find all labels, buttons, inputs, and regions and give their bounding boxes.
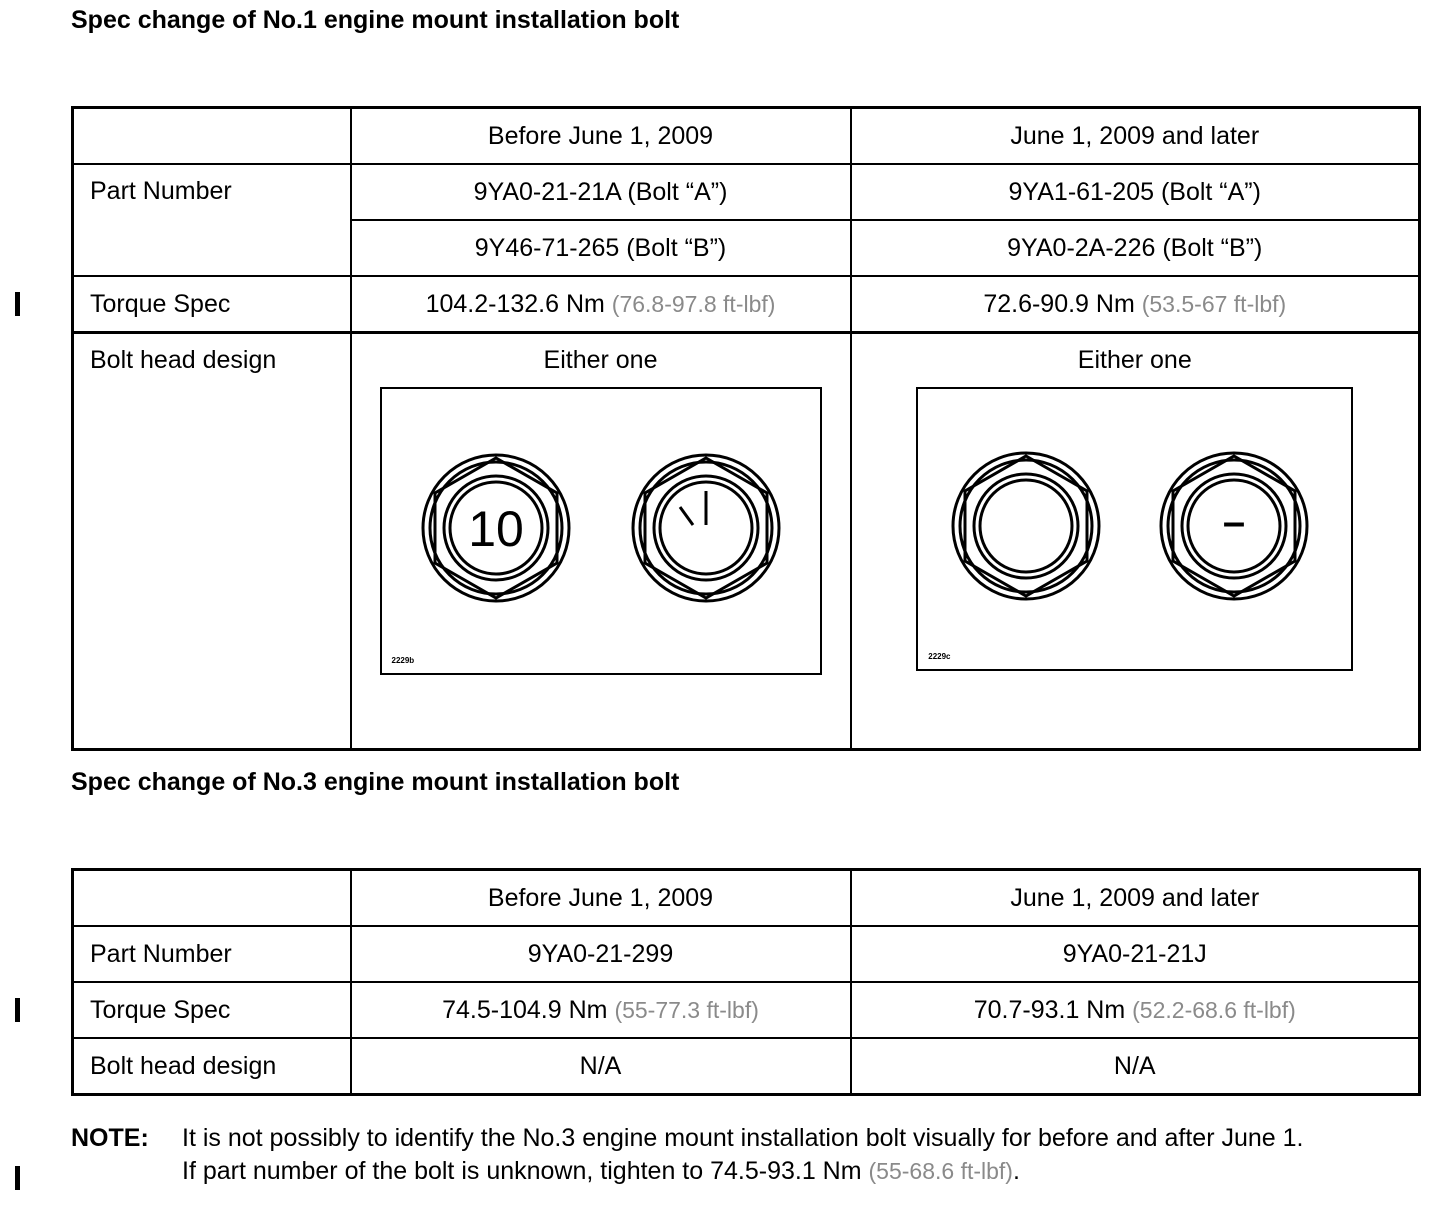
section2-heading: Spec change of No.3 engine mount installation bolt [71,768,680,796]
design-before [351,333,851,750]
table-row [73,926,1420,982]
bolt-head-mark-dash: – [1223,500,1246,544]
torque-after-nm: 72.6-90.9 Nm [983,289,1135,318]
torque-before-nm: 74.5-104.9 Nm [442,995,608,1024]
design-after: N/A [851,1038,1420,1095]
header-before: Before June 1, 2009 [351,108,851,165]
header-empty-cell [73,870,351,927]
part-after: 9YA0-21-21J [851,926,1420,982]
note-line-2-text: If part number of the bolt is unknown, tighten to 74.5-93.1 Nm [182,1157,862,1185]
revision-change-bar [15,292,20,316]
note-line-1: It is not possibly to identify the No.3 engine mount installation bolt visually for before and after June 1. [182,1124,1304,1152]
bolt-mark-line [680,507,693,525]
torque-after [851,982,1420,1038]
torque-before [351,982,851,1038]
figure-code: 2229c [928,652,951,661]
design-after [851,333,1420,750]
bolt-head-mark-10: 10 [467,501,524,557]
bolt-heads-before-illustration [382,389,820,673]
torque-label: Torque Spec [73,982,351,1038]
bolt-face-inner [980,480,1072,572]
part-b-before: 9Y46-71-265 (Bolt “B”) [351,220,851,276]
header-after: June 1, 2009 and later [851,108,1420,165]
table-row [73,1038,1420,1095]
note-label: NOTE: [71,1124,149,1152]
design-label: Bolt head design [73,333,351,750]
revision-change-bar [15,998,20,1022]
no1-bolt-spec-table [71,106,1421,751]
design-before: N/A [351,1038,851,1095]
torque-before-imperial: (76.8-97.8 ft-lbf) [611,290,776,317]
section1-heading: Spec change of No.1 engine mount installation bolt [71,6,680,34]
bolt-head-figure-before [380,387,822,675]
revision-change-bar [15,1166,20,1190]
design-label: Bolt head design [73,1038,351,1095]
torque-after [851,276,1420,333]
part-b-after: 9YA0-2A-226 (Bolt “B”) [851,220,1420,276]
part-a-after: 9YA1-61-205 (Bolt “A”) [851,164,1420,220]
part-number-label: Part Number [73,164,351,276]
table-row [73,982,1420,1038]
no3-bolt-spec-table [71,868,1421,1096]
torque-before [351,276,851,333]
bolt-heads-after-illustration [918,389,1351,669]
design-before-caption: Either one [543,346,658,374]
figure-code: 2229b [391,656,415,665]
header-after: June 1, 2009 and later [851,870,1420,927]
torque-before-imperial: (55-77.3 ft-lbf) [614,996,759,1023]
bolt-face-outer [974,474,1078,578]
header-before: Before June 1, 2009 [351,870,851,927]
torque-before-nm: 104.2-132.6 Nm [425,289,605,318]
note-line-2-imperial: (55-68.6 ft-lbf) [868,1158,1013,1184]
part-before: 9YA0-21-299 [351,926,851,982]
table-header-row [73,870,1420,927]
table-row [73,333,1420,750]
torque-after-imperial: (52.2-68.6 ft-lbf) [1132,996,1296,1023]
table-header-row [73,108,1420,165]
part-a-before: 9YA0-21-21A (Bolt “A”) [351,164,851,220]
torque-label: Torque Spec [73,276,351,333]
bolt-head-figure-after [916,387,1353,671]
note-line-2 [182,1157,1020,1186]
part-number-label: Part Number [73,926,351,982]
note-line-2-end: . [1012,1157,1020,1185]
design-after-caption: Either one [1077,346,1192,374]
table-row [73,276,1420,333]
torque-after-imperial: (53.5-67 ft-lbf) [1141,290,1287,317]
table-row [73,164,1420,220]
torque-after-nm: 70.7-93.1 Nm [973,995,1126,1024]
header-empty-cell [73,108,351,165]
